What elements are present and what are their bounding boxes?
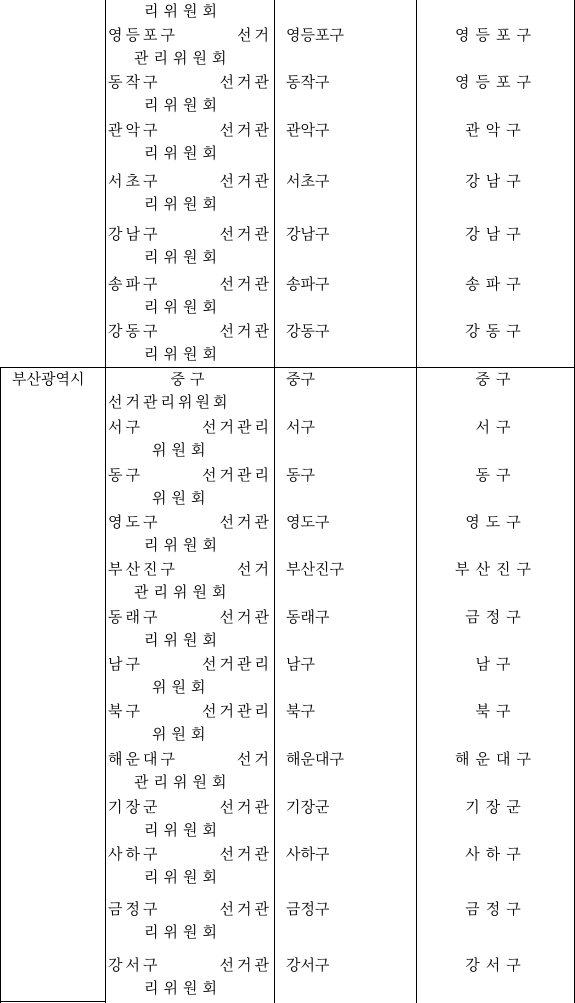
committee-cell [108,511,272,557]
jurisdiction-cell: 영등포구 [455,26,537,44]
committee-cell [108,464,272,510]
name-cell: 영도구 [286,513,330,531]
committee-line1: 강동구 선거관 [108,322,272,340]
committee-line1: 남구 선거관리 [108,655,272,673]
jurisdiction-cell: 부산진구 [455,560,537,578]
committee-line1: 영등포구 선거 [108,26,272,44]
jurisdiction-cell: 송파구 [465,275,527,293]
name-cell: 관악구 [286,121,330,139]
committee-cell [108,273,272,319]
committee-line1: 강남구 선거관 [108,225,272,243]
name-cell: 동래구 [286,608,330,626]
name-cell: 강동구 [286,322,330,340]
name-cell: 금정구 [286,900,330,918]
jurisdiction-cell: 남구 [475,655,517,673]
committee-line2: 리위원회 [144,536,222,554]
committee-line1: 부산진구 선거 [108,560,272,578]
committee-cell [108,653,272,699]
committee-line2: 관리위원회 [134,773,232,791]
committee-line2: 리위원회 [144,979,222,997]
name-cell: 동구 [286,466,315,484]
name-cell: 북구 [286,702,315,720]
committee-cell [108,368,272,414]
name-cell: 기장군 [286,798,330,816]
committee-cell [108,223,272,269]
col-divider-1 [0,368,1,1003]
committee-line2: 위원회 [152,725,211,743]
committee-line2: 관리위원회 [134,583,232,601]
committee-line1: 중구 [170,370,210,388]
jurisdiction-cell: 금정구 [465,900,527,918]
name-cell: 사하구 [286,845,330,863]
committee-line2: 리위원회 [144,96,222,114]
committee-cell [108,558,272,604]
committee-cell [108,606,272,652]
committee-line2: 리위원회 [144,144,222,162]
jurisdiction-cell: 강동구 [465,322,527,340]
committee-line2: 리위원회 [144,248,222,266]
committee-line2: 위원회 [152,441,211,459]
jurisdiction-cell: 사하구 [465,845,527,863]
committee-line1: 해운대구 선거 [108,750,272,768]
name-cell: 서초구 [286,172,330,190]
committee-line2: 관리위원회 [134,49,232,67]
name-cell: 서구 [286,418,315,436]
name-cell: 강남구 [286,225,330,243]
committee-line1: 동작구 선거관 [108,73,272,91]
jurisdiction-cell: 강남구 [465,225,527,243]
jurisdiction-cell: 기장군 [465,798,527,816]
committee-cell [108,416,272,462]
committee-line1: 관악구 선거관 [108,121,272,139]
jurisdiction-cell: 서구 [475,418,517,436]
committee-cell [108,954,272,1000]
committee-line1: 동구 선거관리 [108,466,272,484]
jurisdiction-cell: 해운대구 [455,750,537,768]
committee-line1: 서구 선거관리 [108,418,272,436]
committee-cell [108,119,272,165]
jurisdiction-cell: 영등포구 [455,73,537,91]
committee-line2: 리위원회 [144,923,222,941]
region-label: 부산광역시 [12,370,85,388]
committee-line2: 리위원회 [144,821,222,839]
committee-line2: 리위원회 [144,868,222,886]
name-cell: 중구 [286,370,315,388]
jurisdiction-cell: 북구 [475,702,517,720]
committee-line2: 리위원회 [144,2,222,20]
committee-line2: 위원회 [152,489,211,507]
committee-line2: 리위원회 [144,195,222,213]
committee-cell [108,0,272,23]
jurisdiction-cell: 중구 [475,370,517,388]
jurisdiction-cell: 강남구 [465,172,527,190]
committee-cell [108,748,272,794]
name-cell: 강서구 [286,956,330,974]
committee-cell [108,320,272,366]
committee-cell [108,71,272,117]
committee-cell [108,700,272,746]
name-cell: 동작구 [286,73,330,91]
name-cell: 남구 [286,655,315,673]
jurisdiction-cell: 동구 [475,466,517,484]
jurisdiction-cell: 영도구 [465,513,527,531]
name-cell: 부산진구 [286,560,344,578]
committee-line1: 서초구 선거관 [108,172,272,190]
committee-cell [108,898,272,944]
committee-line1: 영도구 선거관 [108,513,272,531]
committee-line2: 위원회 [152,678,211,696]
committee-cell [108,796,272,842]
jurisdiction-cell: 금정구 [465,608,527,626]
committee-line1: 북구 선거관리 [108,702,272,720]
committee-line2: 리위원회 [144,298,222,316]
col-divider-3 [274,0,275,1003]
committee-line1: 기장군 선거관 [108,798,272,816]
committee-line1: 사하구 선거관 [108,845,272,863]
committee-line2: 리위원회 [144,345,222,363]
committee-line2: 리위원회 [144,631,222,649]
committee-line2: 선거관리위원회 [108,393,231,411]
committee-line1: 금정구 선거관 [108,900,272,918]
jurisdiction-cell: 강서구 [465,956,527,974]
committee-cell [108,843,272,889]
committee-line1: 강서구 선거관 [108,956,272,974]
jurisdiction-cell: 관악구 [465,121,527,139]
name-cell: 송파구 [286,275,330,293]
name-cell: 해운대구 [286,750,344,768]
committee-cell [108,24,272,70]
table-bottom-border [0,1001,106,1002]
committee-line1: 동래구 선거관 [108,608,272,626]
committee-line1: 송파구 선거관 [108,275,272,293]
name-cell: 영등포구 [286,26,344,44]
col-divider-2 [105,0,106,1003]
committee-cell [108,170,272,216]
